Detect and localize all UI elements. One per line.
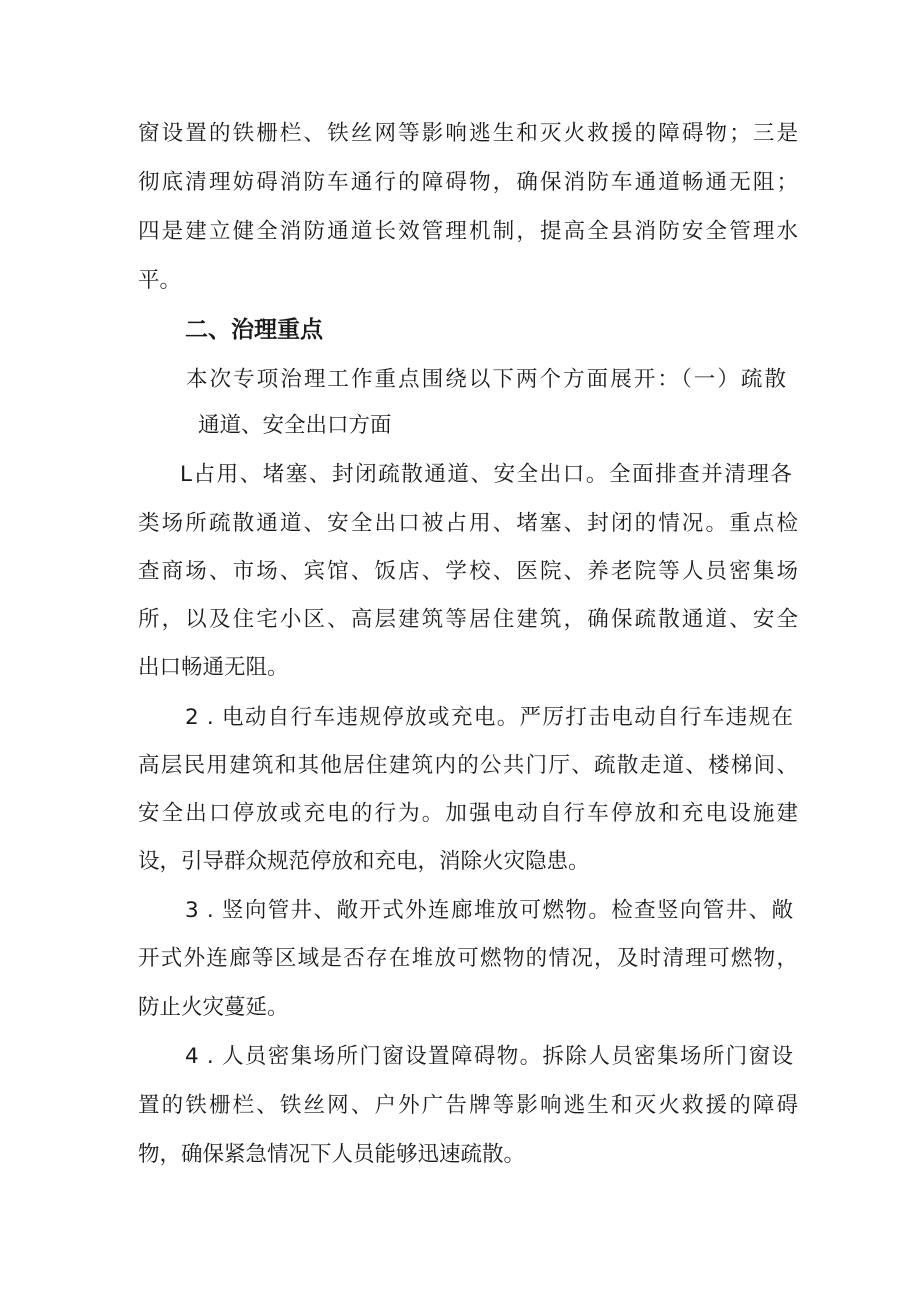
- text-line: 置的铁栅栏、铁丝网、户外广告牌等影响逃生和灭火救援的障碍: [138, 1093, 798, 1118]
- text-line: 类场所疏散通道、安全出口被占用、堵塞、封闭的情况。重点检: [138, 511, 798, 536]
- section-heading: 二、治理重点: [185, 317, 323, 343]
- text-line: 4 . 人员密集场所门窗设置障碍物。拆除人员密集场所门窗设: [185, 1044, 793, 1069]
- text-line: 高层民用建筑和其他居住建筑内的公共门厅、疏散走道、楼梯间、: [138, 753, 798, 778]
- text-line: 安全出口停放或充电的行为。加强电动自行车停放和充电设施建: [138, 801, 798, 826]
- text-line: 彻底清理妨碍消防车通行的障碍物，确保消防车通道畅通无阻；: [138, 170, 798, 195]
- text-line: 设，引导群众规范停放和充电，消除火灾隐患。: [138, 849, 590, 874]
- text-line: 出口畅通无阻。: [138, 655, 289, 680]
- text-line: 3 . 竖向管井、敞开式外连廊堆放可燃物。检查竖向管井、敞: [185, 898, 793, 923]
- text-line: 窗设置的铁栅栏、铁丝网等影响逃生和灭火救援的障碍物；三是: [138, 121, 798, 146]
- text-line: 本次专项治理工作重点围绕以下两个方面展开：（一）疏散: [186, 367, 786, 392]
- text-line: 通道、安全出口方面: [198, 413, 392, 438]
- text-line: 查商场、市场、宾馆、饭店、学校、医院、养老院等人员密集场: [138, 559, 798, 584]
- text-line: 四是建立健全消防通道长效管理机制，提高全县消防安全管理水: [138, 219, 798, 244]
- text-line: 平。: [138, 268, 182, 293]
- text-line: 2 . 电动自行车违规停放或充电。严厉打击电动自行车违规在: [185, 705, 793, 730]
- text-line: 防止火灾蔓延。: [138, 995, 289, 1020]
- text-line: 开式外连廊等区域是否存在堆放可燃物的情况，及时清理可燃物，: [138, 946, 798, 971]
- text-line: 物，确保紧急情况下人员能够迅速疏散。: [138, 1142, 526, 1167]
- text-line: L占用、堵塞、封闭疏散通道、安全出口。全面排查并清理各: [180, 462, 792, 487]
- text-line: 所，以及住宅小区、高层建筑等居住建筑，确保疏散通道、安全: [138, 607, 798, 632]
